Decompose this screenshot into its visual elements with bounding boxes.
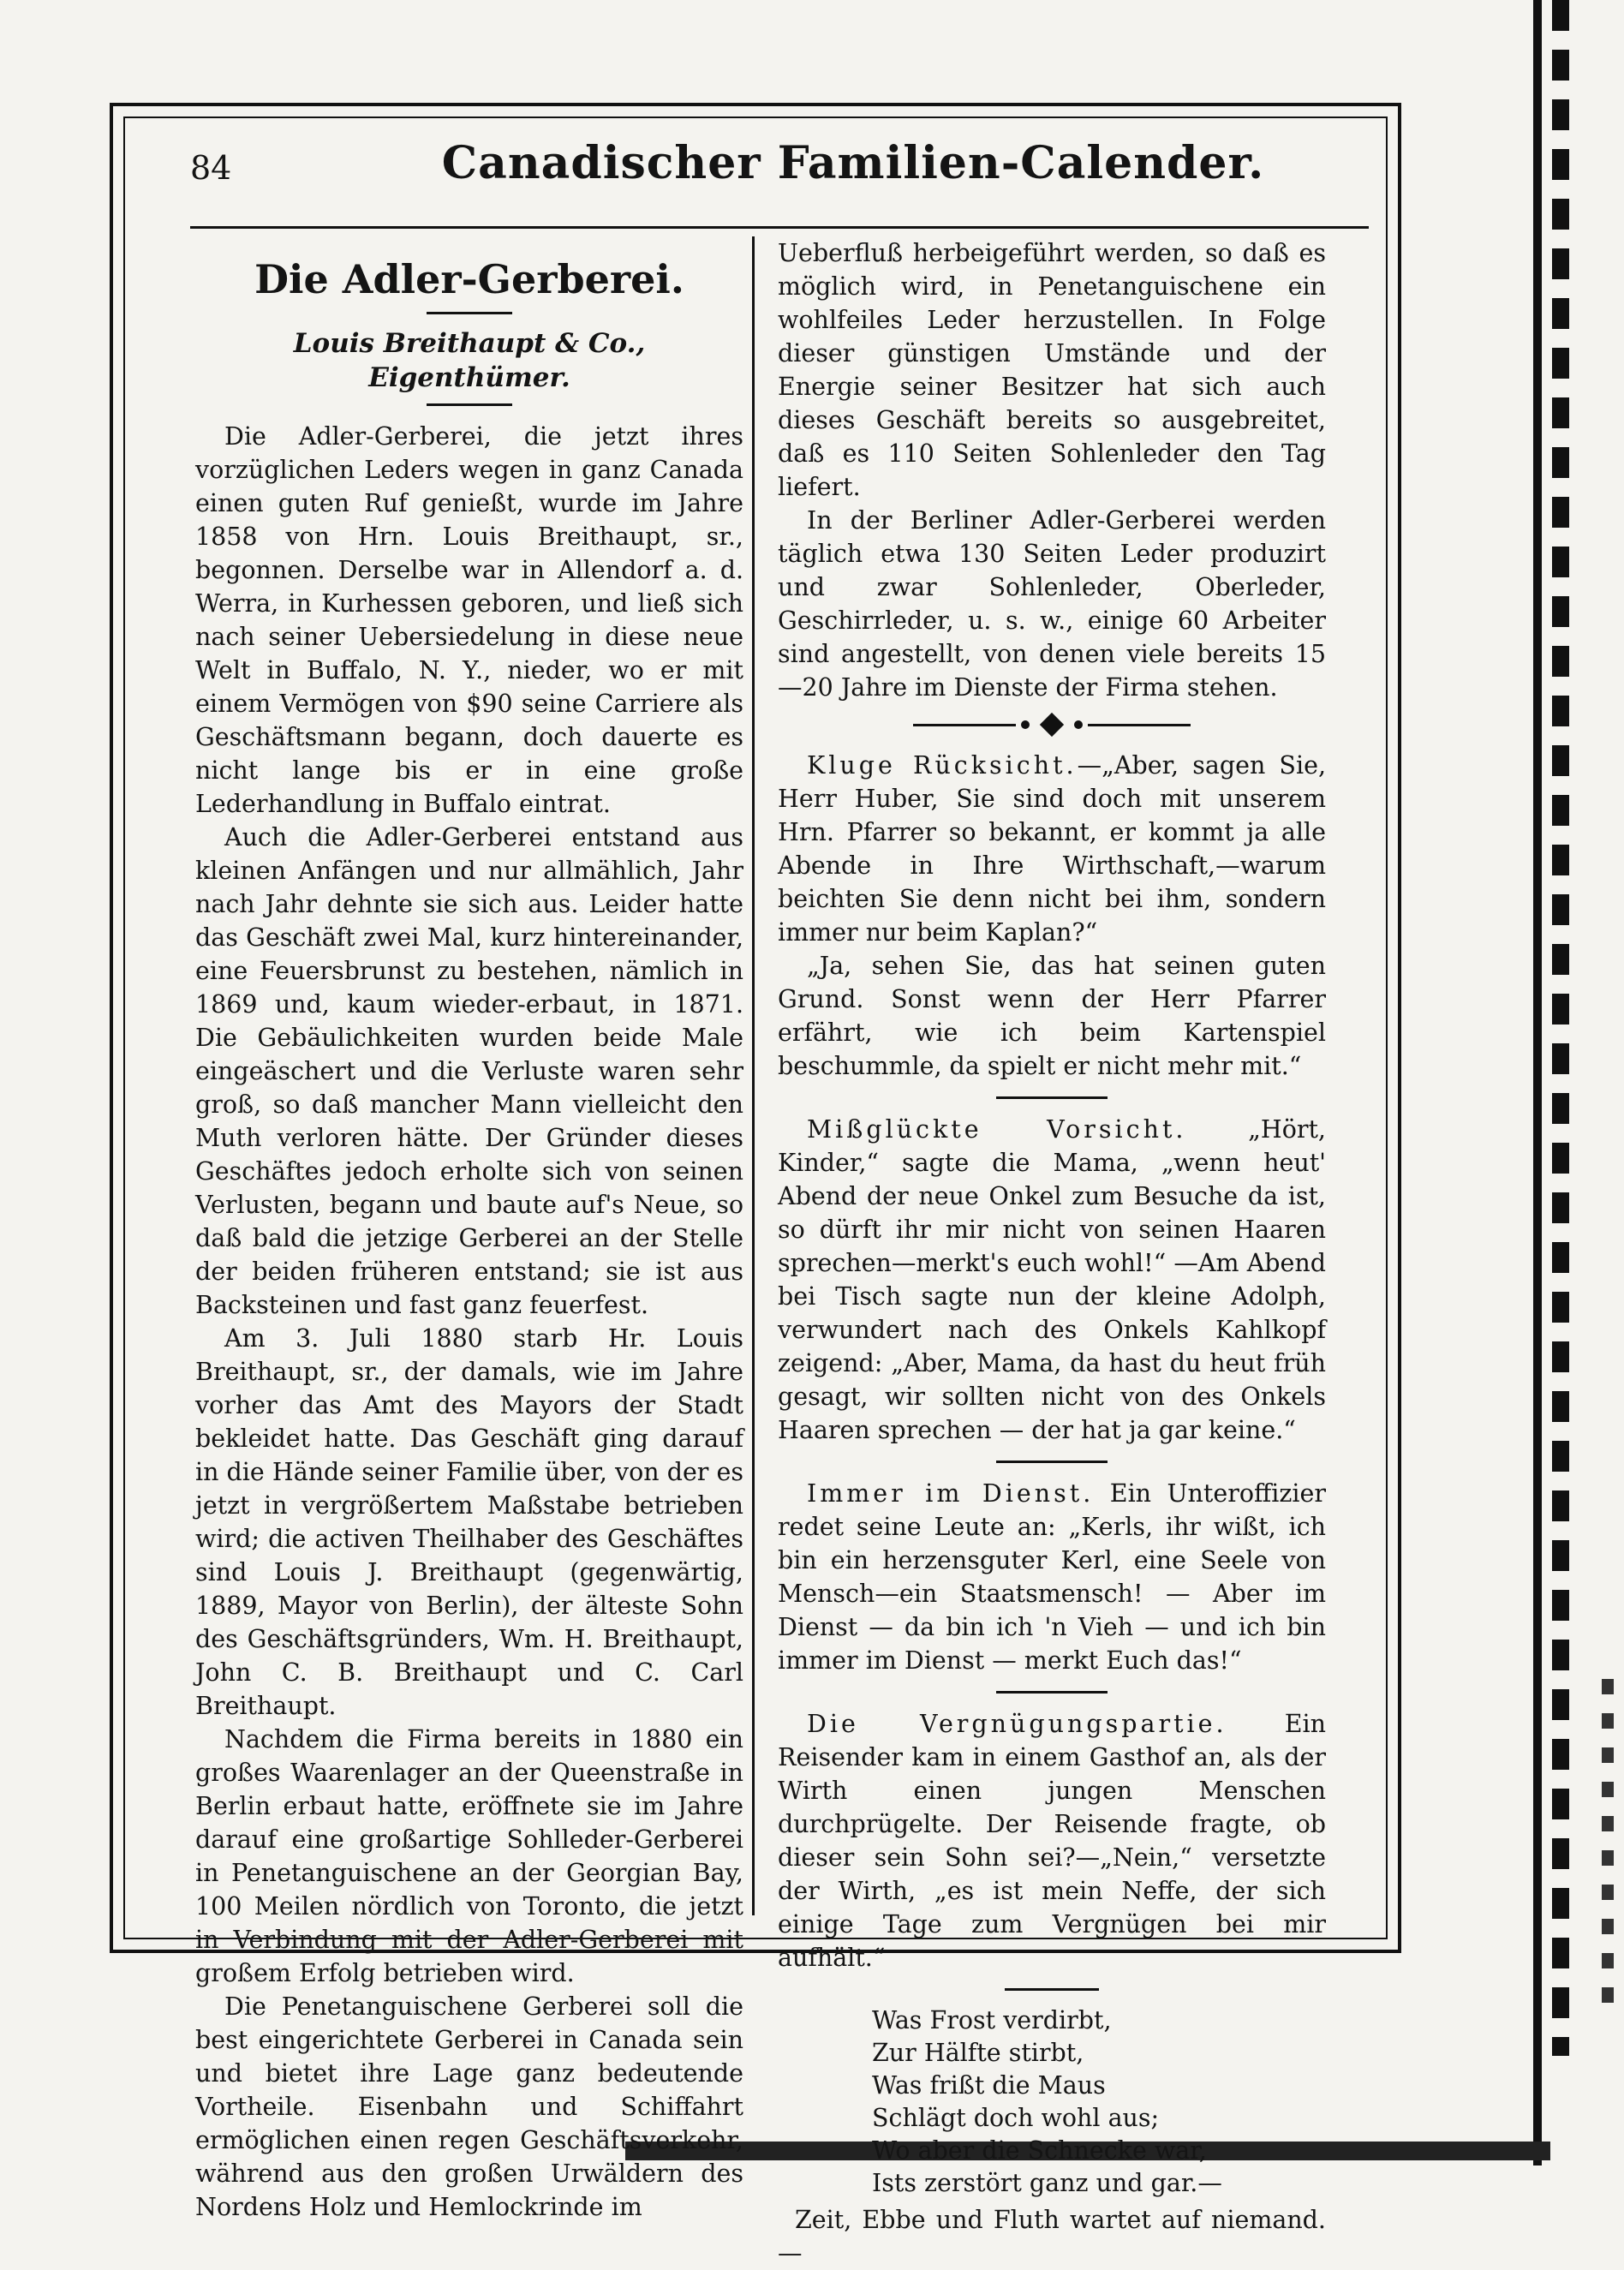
page-number: 84: [190, 149, 232, 187]
anecdote-text: „Hört, Kinder,“ sagte die Mama, „wenn heut' Abend der neue Onkel zum Besuche da ist, so dürft ihr mir nicht von seinen Haaren sprechen—merkt's euch wohl!“ —Am Abend bei Tisch sagte nun der kleine Adolph, verwundert nach des Onkels Kahlkopf zeigend: „Aber, Mama, da hast du heut früh gesagt, wir sollten nicht von des Onkels Haaren sprechen — der hat ja gar keine.“: [778, 1115, 1326, 1444]
section-rule: [1005, 1988, 1099, 1991]
ornament-line: [1088, 724, 1191, 726]
anecdote-text: —„Aber, sagen Sie, Herr Huber, Sie sind doch mit unserem Hrn. Pfarrer so bekannt, er kommt ja alle Abende in Ihre Wirthschaft,—warum beichten Sie denn nicht bei ihm, sondern immer nur beim Kaplan?“: [778, 751, 1326, 947]
scan-edge-dashes: [1552, 0, 1569, 2056]
article-paragraph: Am 3. Juli 1880 starb Hr. Louis Breithaupt, sr., der damals, wie im Jahre vorher das Amt des Mayors der Stadt bekleidet hatte. Das Geschäft ging darauf in die Hände seiner Familie über, von der es jetzt in vergrößertem Maßstabe betrieben wird; die activen Theilhaber des Geschäftes sind Louis J. Breithaupt (gegenwärtig, 1889, Mayor von Berlin), der älteste Sohn des Geschäftsgründers, Wm. H. Breithaupt, John C. B. Breithaupt und C. Carl Breithaupt.: [195, 1324, 743, 1720]
anecdote-vergnuegungspartie: [778, 1707, 1326, 1974]
anecdote-heading: Kluge Rücksicht.: [807, 751, 1078, 780]
article-paragraph: Auch die Adler-Gerberei entstand aus kleinen Anfängen und nur allmählich, Jahr nach Jahr dehnte sie sich aus. Leider hatte das Geschäft zwei Mal, kurz hintereinander, eine Feuersbrunst zu bestehen, nämlich in 1869 und, kaum wieder-erbaut, in 1871. Die Gebäulichkeiten wurden beide Male eingeäschert und die Verluste waren sehr groß, so daß mancher Mann vielleicht den Muth verloren hätte. Der Gründer dieses Geschäftes jedoch erholte sich von seinen Verlusten, begann und baute auf's Neue, so daß bald die jetzige Gerberei an der Stelle der beiden früheren entstand; sie ist aus Backsteinen und fast ganz feuerfest.: [195, 823, 743, 1319]
proverb: Zeit, Ebbe und Fluth wartet auf niemand.—: [778, 2206, 1326, 2267]
article-continuation: Ueberfluß herbeigeführt werden, so daß es möglich wird, in Penetanguischene ein wohlfeiles Leder herzustellen. In Folge dieser günstigen Umstände und der Energie seiner Besitzer hat sich auch dieses Geschäft bereits so ausgebreitet, daß es 110 Seiten Sohlenleder den Tag liefert.: [778, 239, 1326, 501]
verse-line: Schlägt doch wohl aus;: [872, 2104, 1160, 2132]
ornament-line: [913, 724, 1016, 726]
verse-line: Wo aber die Schnecke war,: [872, 2136, 1207, 2165]
verse-line: Was frißt die Maus: [872, 2071, 1106, 2100]
anecdote-heading: Immer im Dienst.: [807, 1479, 1095, 1508]
page-frame-inner: [123, 116, 1388, 2267]
verse-line: Was Frost verdirbt,: [872, 2006, 1112, 2034]
anecdote-text: Ein Reisender kam in einem Gasthof an, als der Wirth einen jungen Menschen durchprügelte. Der Reisende fragte, ob dieser sein Sohn sei?—„Nein,“ versetzte der Wirth, „es ist mein Neffe, der sich einige Tage zum Vergnügen bei mir aufhält.“: [778, 1710, 1326, 1972]
article-owner: Louis Breithaupt & Co., Eigenthümer.: [293, 328, 646, 393]
page-frame-outer: [110, 103, 1401, 2267]
anecdote-kluge-ruecksicht: [778, 749, 1326, 949]
running-title: Canadischer Familien-Calender.: [441, 137, 1265, 189]
anecdote-paragraph: „Ja, sehen Sie, das hat seinen guten Grund. Sonst wenn der Herr Pfarrer erfährt, wie ich beim Kartenspiel beschummle, da spielt er nicht mehr mit.“: [778, 952, 1326, 1080]
verse-line: Zur Hälfte stirbt,: [872, 2039, 1084, 2067]
verse-line: Ists zerstört ganz und gar.—: [872, 2169, 1222, 2197]
article-continuation: In der Berliner Adler-Gerberei werden täglich etwa 130 Seiten Leder produzirt und zwar Sohlenleder, Oberleder, Geschirrleder, u. s. w., einige 60 Arbeiter sind angestellt, von denen viele bereits 15—20 Jahre im Dienste der Firma stehen.: [778, 506, 1326, 702]
ornament-dot: [1021, 720, 1030, 729]
ornament-divider: [778, 713, 1326, 737]
anecdote-heading: Mißglückte Vorsicht.: [807, 1115, 1187, 1144]
anecdote-text: Ein Unteroffizier redet seine Leute an: „Kerls, ihr wißt, ich bin ein herzensguter Kerl, eine Seele von Mensch—ein Staatsmensch! — Aber im Dienst — da bin ich 'n Vieh — und ich bin immer im Dienst — merkt Euch das!“: [778, 1479, 1326, 1675]
column-divider: [752, 236, 755, 1915]
scan-edge-line: [1533, 0, 1542, 2165]
ornament-diamond: [1040, 713, 1064, 737]
anecdote-heading: Die Vergnügungspartie.: [807, 1710, 1227, 1738]
verse: [778, 2004, 1326, 2200]
article-paragraph: Die Penetanguischene Gerberei soll die best eingerichtete Gerberei in Canada sein und bietet ihre Lage ganz bedeutende Vortheile. Eisenbahn und Schiffahrt ermöglichen einen regen Geschäftsverkehr, während aus den großen Urwäldern des Nordens Holz und Hemlockrinde im: [195, 1992, 743, 2221]
section-rule: [996, 1691, 1108, 1694]
anecdote-immer-im-dienst: [778, 1477, 1326, 1677]
article-paragraph: Die Adler-Gerberei, die jetzt ihres vorzüglichen Leders wegen in ganz Canada einen guten Ruf genießt, wurde im Jahre 1858 von Hrn. Louis Breithaupt, sr., begonnen. Derselbe war in Allendorf a. d. Werra, in Kurhessen geboren, und ließ sich nach seiner Uebersiedelung in diese neue Welt in Buffalo, N. Y., nieder, wo er mit einem Vermögen von $90 seine Carriere als Geschäftsmann begann, doch dauerte es nicht lange bis er in eine große Lederhandlung in Buffalo eintrat.: [195, 422, 743, 818]
anecdote-missglueckte-vorsicht: [778, 1113, 1326, 1447]
title-rule: [427, 312, 512, 314]
ornament-dot: [1074, 720, 1083, 729]
article-title: Die Adler-Gerberei.: [254, 256, 684, 302]
scan-edge-marks: [1602, 1679, 1614, 2022]
section-rule: [996, 1096, 1108, 1099]
header-rule: [190, 226, 1369, 229]
section-rule: [996, 1461, 1108, 1463]
owner-rule: [427, 403, 512, 406]
right-column: [778, 236, 1326, 2270]
article-paragraph: Nachdem die Firma bereits in 1880 ein großes Waarenlager an der Queenstraße in Berlin erbaut hatte, eröffnete sie im Jahre darauf eine großartige Sohlleder-Gerberei in Penetanguischene an der Georgian Bay, 100 Meilen nördlich von Toronto, die jetzt in Verbindung mit der Adler-Gerberei mit großem Erfolg betrieben wird.: [195, 1725, 743, 1987]
left-column: [195, 236, 743, 2224]
